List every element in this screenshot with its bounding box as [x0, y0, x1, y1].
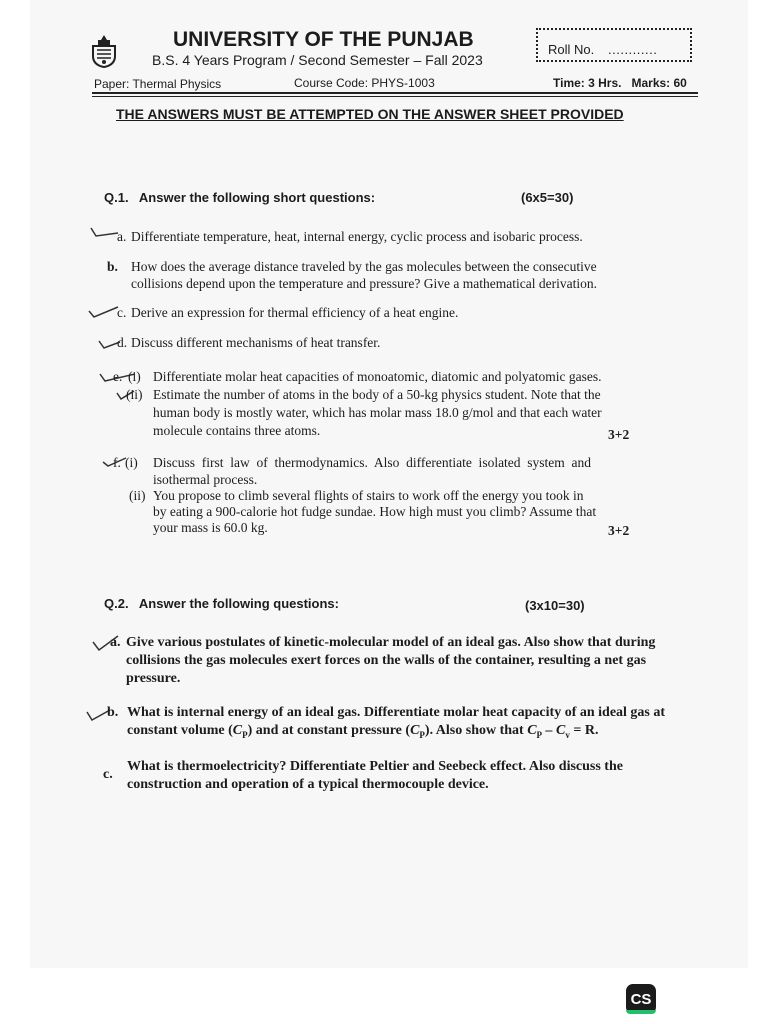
q1-f-ii-line2: by eating a 900-calorie hot fudge sundae. How high must you climb? Assume that	[153, 504, 597, 519]
q1-d-label: d.	[117, 335, 128, 350]
q1-marks: (6x5=30)	[521, 190, 574, 205]
q1-b-label: b.	[107, 259, 118, 274]
q1-f-ii-line1: You propose to climb several flights of stairs to work off the energy you took in	[153, 488, 584, 503]
q1-b-line1: How does the average distance traveled by the gas molecules between the consecutive	[131, 259, 597, 274]
answer-sheet-instruction: THE ANSWERS MUST BE ATTEMPTED ON THE ANSWER SHEET PROVIDED	[116, 106, 624, 122]
q1-e-ii-line1: Estimate the number of atoms in the body of a 50-kg physics student. Note that the	[153, 387, 601, 402]
q2-c-line1: What is thermoelectricity? Differentiate Peltier and Seebeck effect. Also discuss the	[127, 759, 623, 774]
roll-number-label: Roll No.	[548, 42, 595, 57]
q1-heading: Q.1. Answer the following short questions:	[104, 190, 376, 205]
q2-b-label: b.	[107, 705, 119, 720]
q1-c-label: c.	[117, 305, 127, 320]
q1-f-ii-label: (ii)	[129, 488, 146, 503]
q2-a-label: a.	[110, 635, 121, 650]
q1-f-i-label: (i)	[125, 455, 138, 470]
university-crest-icon	[89, 34, 119, 68]
q1-e-i-label: (i)	[128, 369, 141, 384]
checkmark-icon	[88, 222, 120, 240]
q2-a-line2: collisions the gas molecules exert forces on the walls of the container, resulting a net gas	[126, 653, 647, 668]
q1-d-text: Discuss different mechanisms of heat transfer.	[131, 335, 381, 350]
course-code: Course Code: PHYS-1003	[294, 76, 435, 90]
q1-e-i-text: Differentiate molar heat capacities of monoatomic, diatomic and polyatomic gases.	[153, 369, 602, 384]
camscanner-logo-accent	[626, 1010, 656, 1014]
q1-a-label: a.	[117, 229, 127, 244]
q2-a-line1: Give various postulates of kinetic-molecular model of an ideal gas. Also show that during	[126, 635, 656, 650]
paper-name: Paper: Thermal Physics	[94, 77, 222, 91]
q1-b-line2: collisions depend upon the temperature and pressure? Give a mathematical derivation.	[131, 276, 597, 291]
q1-e-ii-line3: molecule contains three atoms.	[153, 423, 321, 438]
time-and-marks: Time: 3 Hrs. Marks: 60	[553, 76, 687, 90]
q1-e-marks: 3+2	[608, 427, 630, 442]
q2-marks: (3x10=30)	[525, 598, 585, 613]
q1-e-label: e.	[113, 369, 123, 384]
program-line: B.S. 4 Years Program / Second Semester – Fall 2023	[152, 52, 483, 68]
checkmark-icon	[86, 302, 120, 320]
exam-paper	[30, 0, 748, 968]
q2-c-line2: construction and operation of a typical thermocouple device.	[127, 777, 489, 792]
q1-f-ii-line3: your mass is 60.0 kg.	[153, 520, 268, 535]
camscanner-logo-icon: CS	[626, 984, 656, 1014]
q1-f-i-line2: isothermal process.	[153, 472, 258, 487]
q1-f-label: f.	[113, 455, 121, 470]
q2-a-line3: pressure.	[126, 671, 181, 686]
q2-c-label: c.	[103, 767, 113, 782]
q1-f-i-line1: Discuss first law of thermodynamics. Also differentiate isolated system and	[153, 455, 592, 470]
university-title: UNIVERSITY OF THE PUNJAB	[173, 28, 474, 51]
q1-e-ii-label: (ii)	[126, 387, 143, 402]
q1-e-ii-line2: human body is mostly water, which has molar mass 18.0 g/mol and that each water	[153, 405, 602, 420]
roll-number-fill: ............	[608, 42, 658, 57]
q1-f-marks: 3+2	[608, 523, 630, 538]
header-rule	[92, 92, 698, 94]
q1-c-text: Derive an expression for thermal efficiency of a heat engine.	[131, 305, 459, 320]
q2-b-line2: constant volume $(C_P)$ and at constant pressure $(C_P)$. Also show that $C_P - C_v = R$.	[127, 723, 599, 740]
q2-heading: Q.2. Answer the following questions:	[104, 596, 339, 611]
header-rule-thin	[92, 96, 698, 97]
q2-b-line1: What is internal energy of an ideal gas. Differentiate molar heat capacity of an ideal gas at	[127, 705, 666, 720]
q1-a-text: Differentiate temperature, heat, internal energy, cyclic process and isobaric process.	[131, 229, 583, 244]
